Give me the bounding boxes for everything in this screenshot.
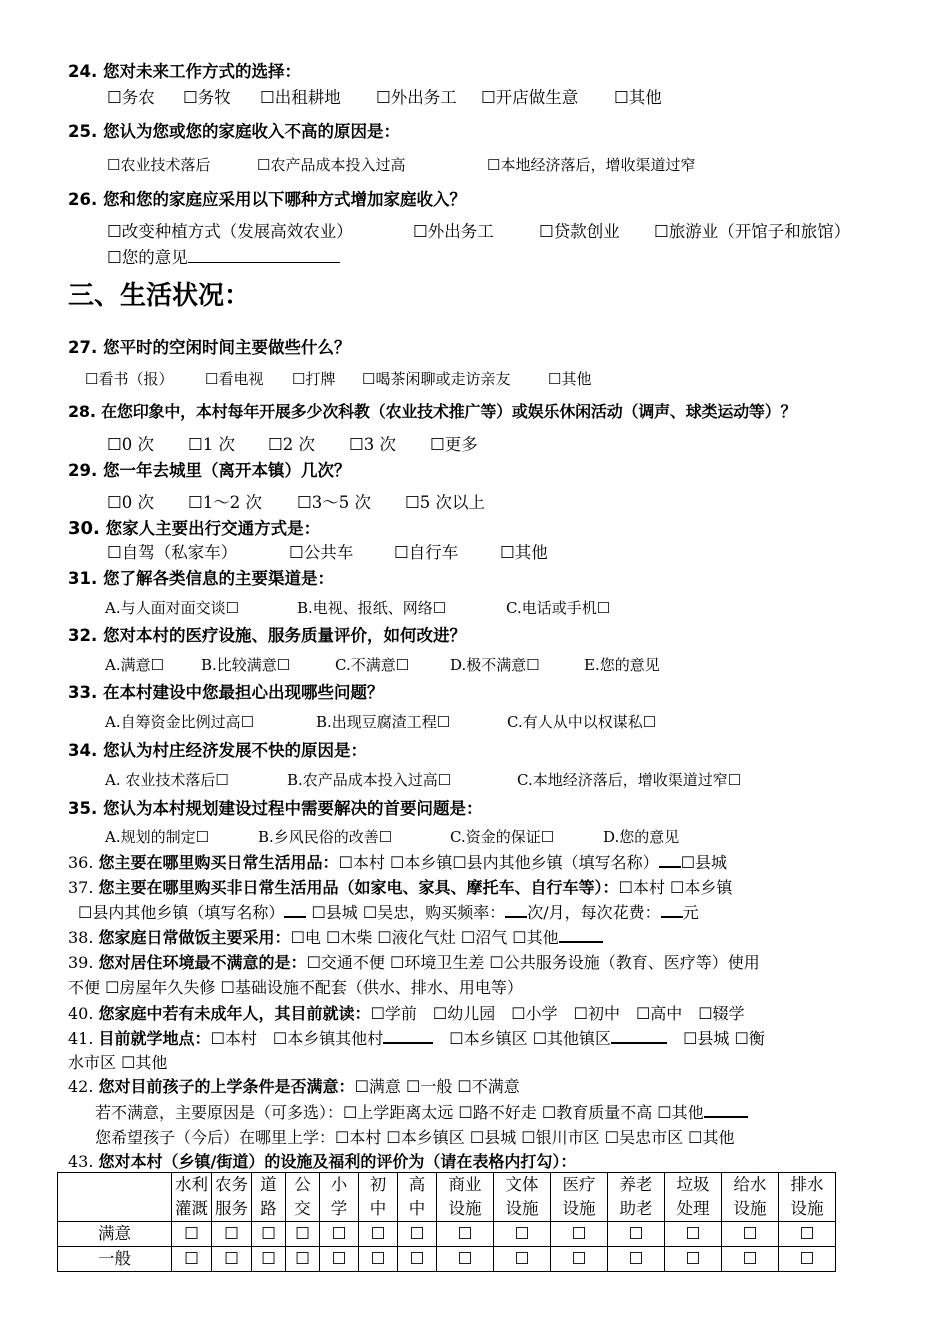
- choice-option[interactable]: E.您的意见: [584, 656, 660, 674]
- checkbox-option[interactable]: ☐改变种植方式（发展高效农业）: [107, 222, 353, 241]
- col-header: 医疗 设施: [551, 1173, 608, 1222]
- row-label: 满意: [58, 1222, 172, 1247]
- table-corner-cell: [58, 1173, 172, 1222]
- question-41: 41. 目前就学地点：☐本村 ☐本乡镇其他村 ☐本乡镇区 ☐其他镇区 ☐县城 ☐衡: [68, 1029, 765, 1048]
- checkbox-cell[interactable]: ☐: [359, 1222, 398, 1247]
- checkbox-option[interactable]: ☐开店做生意: [481, 88, 579, 107]
- choice-option[interactable]: A.规划的制定☐: [105, 828, 210, 846]
- checkbox-option[interactable]: ☐出租耕地: [260, 88, 341, 107]
- col-header: 道 路: [252, 1173, 286, 1222]
- question-42-sub2[interactable]: 您希望孩子（今后）在哪里上学：☐本村 ☐本乡镇区 ☐县城 ☐银川市区 ☐吴忠市区 ☐其他: [95, 1128, 735, 1147]
- checkbox-cell[interactable]: ☐: [779, 1222, 836, 1247]
- blank-line[interactable]: [188, 248, 340, 263]
- checkbox-cell[interactable]: ☐: [398, 1222, 437, 1247]
- checkbox-group[interactable]: ☐本乡镇区 ☐其他镇区: [449, 1029, 612, 1048]
- checkbox-cell[interactable]: ☐: [320, 1247, 359, 1272]
- question-28: 28. 在您印象中，本村每年开展多少次科教（农业技术推广等）或娱乐休闲活动（调声、球类运动等）？: [68, 402, 797, 421]
- question-26: 26. 您和您的家庭应采用以下哪种方式增加家庭收入？: [68, 190, 466, 209]
- checkbox-option[interactable]: ☐其他: [548, 370, 592, 388]
- question-43: 43. 您对本村（乡镇/街道）的设施及福利的评价为（请在表格内打勾）：: [68, 1152, 577, 1171]
- checkbox-option[interactable]: ☐本地经济落后，增收渠道过窄: [487, 156, 696, 174]
- choice-option[interactable]: C.资金的保证☐: [450, 828, 555, 846]
- row-label: 一般: [58, 1247, 172, 1272]
- choice-option[interactable]: C.本地经济落后，增收渠道过窄☐: [517, 771, 742, 789]
- table-row: [58, 1222, 836, 1247]
- checkbox-cell[interactable]: ☐: [494, 1247, 551, 1272]
- checkbox-cell[interactable]: ☐: [212, 1222, 252, 1247]
- checkbox-cell[interactable]: ☐: [779, 1247, 836, 1272]
- choice-option[interactable]: C.不满意☐: [335, 656, 410, 674]
- checkbox-option[interactable]: ☐公共车: [289, 543, 354, 562]
- checkbox-cell[interactable]: ☐: [608, 1222, 665, 1247]
- checkbox-option[interactable]: ☐农产品成本投入过高: [257, 156, 406, 174]
- checkbox-option[interactable]: ☐1 次: [188, 435, 236, 454]
- checkbox-group[interactable]: ☐本村 ☐本乡镇☐县内其他乡镇（填写名称）: [338, 853, 659, 872]
- checkbox-cell[interactable]: ☐: [551, 1247, 608, 1272]
- checkbox-option[interactable]: ☐县城: [680, 853, 728, 872]
- question-32: 32. 您对本村的医疗设施、服务质量评价，如何改进？: [68, 626, 466, 645]
- question-30: 30. 您家人主要出行交通方式是：: [68, 518, 321, 539]
- checkbox-cell[interactable]: ☐: [172, 1247, 212, 1272]
- checkbox-option[interactable]: ☐其他: [500, 543, 548, 562]
- question-text: 您对未来工作方式的选择：: [102, 62, 301, 81]
- col-header: 文体 设施: [494, 1173, 551, 1222]
- choice-option[interactable]: D.您的意见: [603, 828, 680, 846]
- choice-option[interactable]: B.农产品成本投入过高☐: [287, 771, 452, 789]
- choice-option[interactable]: C.电话或手机☐: [506, 599, 611, 617]
- question-29: 29. 您一年去城里（离开本镇）几次？: [68, 461, 351, 480]
- checkbox-group[interactable]: ☐交通不便 ☐环境卫生差 ☐公共服务设施（教育、医疗等）使用: [306, 953, 760, 972]
- checkbox-group[interactable]: ☐电 ☐木柴 ☐液化气灶 ☐沼气 ☐其他: [290, 928, 559, 947]
- question-number: 24.: [68, 62, 98, 81]
- checkbox-cell[interactable]: ☐: [722, 1222, 779, 1247]
- checkbox-cell[interactable]: ☐: [286, 1247, 320, 1272]
- checkbox-option[interactable]: ☐看电视: [205, 370, 264, 388]
- question-40: 40. 您家庭中若有未成年人，其目前就读：☐学前 ☐幼儿园 ☐小学 ☐初中 ☐高中 ☐辍学: [68, 1004, 745, 1023]
- checkbox-group[interactable]: ☐县城 ☐衡: [683, 1029, 765, 1048]
- blank-line[interactable]: [611, 1028, 667, 1044]
- checkbox-cell[interactable]: ☐: [172, 1222, 212, 1247]
- checkbox-cell[interactable]: ☐: [665, 1247, 722, 1272]
- checkbox-cell[interactable]: ☐: [665, 1222, 722, 1247]
- choice-option[interactable]: A. 农业技术落后☐: [105, 771, 229, 789]
- checkbox-option[interactable]: ☐旅游业（开馆子和旅馆）: [654, 222, 851, 241]
- choice-option[interactable]: D.极不满意☐: [450, 656, 540, 674]
- col-header: 养老 助老: [608, 1173, 665, 1222]
- col-header: 给水 设施: [722, 1173, 779, 1222]
- checkbox-option[interactable]: ☐喝茶闲聊或走访亲友: [362, 370, 511, 388]
- col-header: 水利 灌溉: [172, 1173, 212, 1222]
- col-header: 垃圾 处理: [665, 1173, 722, 1222]
- checkbox-option[interactable]: ☐更多: [430, 435, 478, 454]
- question-39-line2[interactable]: 不便 ☐房屋年久失修 ☐基础设施不配套（供水、排水、用电等）: [68, 978, 523, 997]
- checkbox-option[interactable]: ☐3 次: [349, 435, 397, 454]
- facility-rating-table: [57, 1172, 836, 1272]
- checkbox-option[interactable]: ☐务牧: [183, 88, 231, 107]
- blank-line[interactable]: [661, 902, 683, 918]
- checkbox-option[interactable]: ☐务农: [107, 88, 155, 107]
- col-header: 农务 服务: [212, 1173, 252, 1222]
- checkbox-option[interactable]: ☐自驾（私家车）: [107, 543, 238, 562]
- checkbox-option[interactable]: ☐外出务工: [413, 222, 494, 241]
- question-33: 33. 在本村建设中您最担心出现哪些问题？: [68, 683, 384, 702]
- question-34: 34. 您认为村庄经济发展不快的原因是：: [68, 741, 367, 760]
- checkbox-cell[interactable]: ☐: [359, 1247, 398, 1272]
- checkbox-option[interactable]: ☐农业技术落后: [107, 156, 211, 174]
- checkbox-cell[interactable]: ☐: [494, 1222, 551, 1247]
- checkbox-group[interactable]: ☐县城 ☐吴忠，购买频率：: [311, 903, 506, 922]
- checkbox-cell[interactable]: ☐: [212, 1247, 252, 1272]
- question-42-sub1: 若不满意，主要原因是（可多选）：☐上学距离太远 ☐路不好走 ☐教育质量不高 ☐其他: [95, 1100, 748, 1123]
- question-31: 31. 您了解各类信息的主要渠道是：: [68, 569, 334, 588]
- choice-option[interactable]: B.乡风民俗的改善☐: [258, 828, 393, 846]
- question-35: 35. 您认为本村规划建设过程中需要解决的首要问题是：: [68, 799, 483, 818]
- col-header: 小 学: [320, 1173, 359, 1222]
- checkbox-option[interactable]: ☐0 次: [107, 493, 155, 512]
- checkbox-cell[interactable]: ☐: [398, 1247, 437, 1272]
- section-heading: 三、生活状况：: [68, 281, 251, 311]
- checkbox-option[interactable]: ☐贷款创业: [539, 222, 620, 241]
- question-37-line2: ☐县内其他乡镇（填写名称） ☐县城 ☐吴忠，购买频率： 次/月，每次花费： 元: [78, 903, 699, 922]
- checkbox-cell[interactable]: ☐: [437, 1247, 494, 1272]
- choice-option[interactable]: C.有人从中以权谋私☐: [507, 713, 657, 731]
- choice-option[interactable]: A.满意☐: [105, 656, 165, 674]
- checkbox-group[interactable]: ☐学前 ☐幼儿园 ☐小学 ☐初中 ☐高中 ☐辍学: [370, 1004, 745, 1023]
- checkbox-option[interactable]: ☐其他: [614, 88, 662, 107]
- blank-line[interactable]: [284, 902, 306, 918]
- question-42: 42. 您对目前孩子的上学条件是否满意：☐满意 ☐一般 ☐不满意: [68, 1077, 520, 1096]
- question-41-line2[interactable]: 水市区 ☐其他: [68, 1053, 168, 1072]
- choice-option[interactable]: A.与人面对面交谈☐: [105, 599, 240, 617]
- question-36: 36. 您主要在哪里购买日常生活用品：☐本村 ☐本乡镇☐县内其他乡镇（填写名称） ☐县城: [68, 853, 728, 872]
- question-27: 27. 您平时的空闲时间主要做些什么？: [68, 338, 351, 357]
- choice-option[interactable]: B.电视、报纸、网络☐: [297, 599, 447, 617]
- table-header-row: [58, 1173, 836, 1222]
- checkbox-cell[interactable]: ☐: [286, 1222, 320, 1247]
- choice-option[interactable]: B.出现豆腐渣工程☐: [316, 713, 451, 731]
- checkbox-option[interactable]: ☐5 次以上: [405, 493, 486, 512]
- checkbox-group[interactable]: ☐本村 ☐本乡镇其他村: [210, 1029, 384, 1048]
- checkbox-option[interactable]: ☐县内其他乡镇（填写名称）: [78, 903, 285, 922]
- blank-line[interactable]: [704, 1102, 748, 1118]
- col-header: 排水 设施: [779, 1173, 836, 1222]
- blank-line[interactable]: [383, 1028, 433, 1044]
- checkbox-cell[interactable]: ☐: [608, 1247, 665, 1272]
- checkbox-cell[interactable]: ☐: [722, 1247, 779, 1272]
- checkbox-option[interactable]: ☐0 次: [107, 435, 155, 454]
- choice-option[interactable]: B.比较满意☐: [201, 656, 291, 674]
- checkbox-option[interactable]: ☐1～2 次: [188, 493, 263, 512]
- col-header: 初 中: [359, 1173, 398, 1222]
- checkbox-group[interactable]: ☐本村 ☐本乡镇: [618, 878, 733, 897]
- checkbox-cell[interactable]: ☐: [320, 1222, 359, 1247]
- question-24: [68, 58, 301, 82]
- col-header: 商业 设施: [437, 1173, 494, 1222]
- checkbox-option[interactable]: ☐您的意见: [107, 244, 340, 268]
- checkbox-option[interactable]: ☐2 次: [268, 435, 316, 454]
- col-header: 高 中: [398, 1173, 437, 1222]
- checkbox-cell[interactable]: ☐: [252, 1222, 286, 1247]
- col-header: 公 交: [286, 1173, 320, 1222]
- checkbox-option[interactable]: ☐看书（报）: [85, 370, 174, 388]
- question-37: 37. 您主要在哪里购买非日常生活用品（如家电、家具、摩托车、自行车等）：☐本村 ☐本乡镇: [68, 878, 733, 897]
- choice-option[interactable]: A.自筹资金比例过高☐: [105, 713, 255, 731]
- checkbox-cell[interactable]: ☐: [437, 1222, 494, 1247]
- question-25: 25. 您认为您或您的家庭收入不高的原因是：: [68, 122, 400, 141]
- question-38: 38. 您家庭日常做饭主要采用：☐电 ☐木柴 ☐液化气灶 ☐沼气 ☐其他: [68, 925, 603, 948]
- checkbox-option[interactable]: ☐打牌: [292, 370, 336, 388]
- blank-line[interactable]: [505, 902, 527, 918]
- table-row: [58, 1247, 836, 1272]
- blank-line[interactable]: [559, 927, 603, 943]
- checkbox-option[interactable]: ☐自行车: [394, 543, 459, 562]
- question-39: 39. 您对居住环境最不满意的是：☐交通不便 ☐环境卫生差 ☐公共服务设施（教育、医疗等）使用: [68, 953, 760, 972]
- checkbox-option[interactable]: ☐3～5 次: [297, 493, 372, 512]
- checkbox-option[interactable]: ☐外出务工: [376, 88, 457, 107]
- checkbox-group[interactable]: ☐满意 ☐一般 ☐不满意: [354, 1077, 520, 1096]
- checkbox-cell[interactable]: ☐: [252, 1247, 286, 1272]
- checkbox-cell[interactable]: ☐: [551, 1222, 608, 1247]
- blank-line[interactable]: [659, 852, 681, 868]
